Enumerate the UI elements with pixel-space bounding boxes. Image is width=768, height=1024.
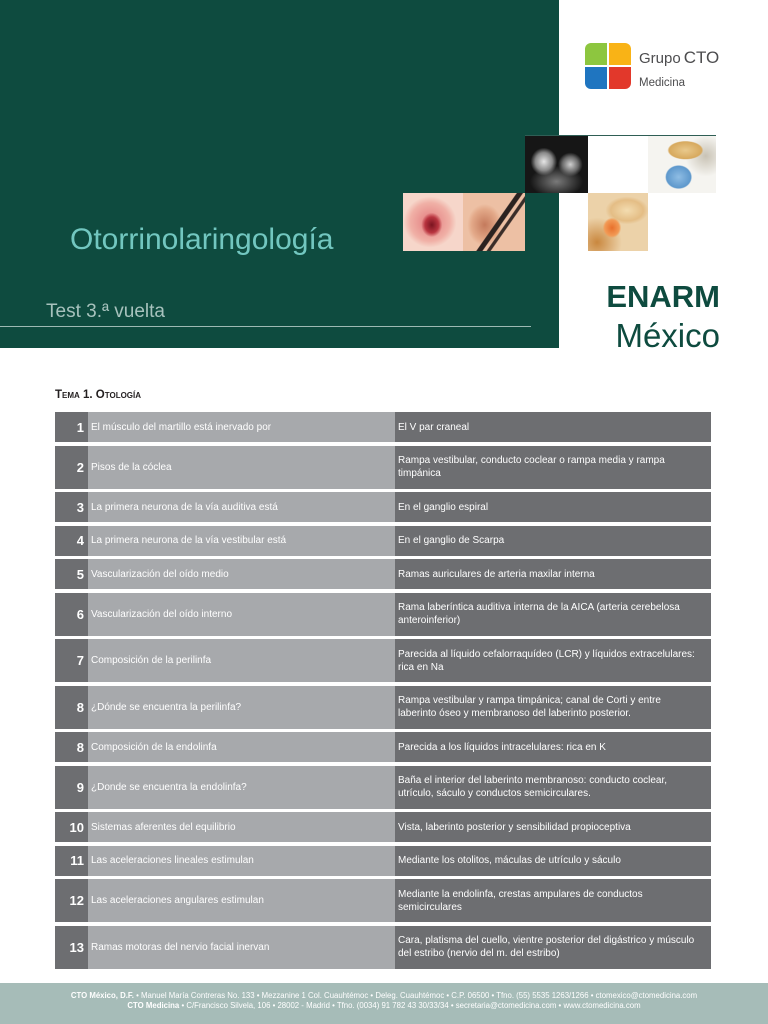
question-cell xyxy=(88,639,395,682)
ear-anatomy-diagram-image xyxy=(648,136,716,193)
ct-scan-image xyxy=(525,136,588,193)
footer-details-madrid: • C/Francisco Silvela, 106 • 28002 - Madrid • Tfno. (0034) 91 782 43 30/33/34 • secretaria@ctomedicina.com • www.ctomedicina.com xyxy=(181,1001,641,1010)
answer-cell xyxy=(395,526,711,556)
table-row xyxy=(55,526,711,556)
question-text: Pisos de la cóclea xyxy=(91,461,172,473)
answer-cell xyxy=(395,593,711,636)
answer-cell xyxy=(395,926,711,969)
row-number: 13 xyxy=(55,926,88,969)
question-cell xyxy=(88,686,395,729)
logo-square-green xyxy=(585,43,607,65)
question-cell xyxy=(88,526,395,556)
table-row xyxy=(55,686,711,729)
answer-text: Cara, platisma del cuello, vientre posterior del digástrico y músculo del estribo (nervio del m. del estribo) xyxy=(398,935,695,959)
question-text: Ramas motoras del nervio facial inervan xyxy=(91,941,270,953)
logo-square-red xyxy=(609,67,631,89)
answer-cell xyxy=(395,446,711,489)
question-cell xyxy=(88,492,395,522)
footer-details-mexico: • Manuel María Contreras No. 133 • Mezzanine 1 Col. Cuauhtémoc • Deleg. Cuauhtémoc • C.P. 06500 • Tfno. (55) 5535 1263/1266 • ctomexico@ctomedicina.com xyxy=(136,991,698,1000)
row-number: 3 xyxy=(55,492,88,522)
table-row xyxy=(55,812,711,842)
question-cell xyxy=(88,446,395,489)
answer-text: Rampa vestibular, conducto coclear o rampa media y rampa timpánica xyxy=(398,455,665,479)
question-text: Las aceleraciones lineales estimulan xyxy=(91,855,254,866)
answer-cell xyxy=(395,492,711,522)
answer-text: Mediante la endolinfa, crestas ampulares de conductos semicirculares xyxy=(398,888,643,913)
subtitle-divider xyxy=(0,326,531,327)
footer-address-mexico xyxy=(0,991,768,1001)
table-row xyxy=(55,412,711,442)
footer-org-mexico: CTO México, D.F. xyxy=(70,991,134,1000)
answer-cell xyxy=(395,846,711,876)
logo-group-text: Grupo xyxy=(639,50,681,67)
document-title: Otorrinolaringología xyxy=(70,223,334,256)
logo-square-yellow xyxy=(609,43,631,65)
page-footer xyxy=(0,983,768,1024)
answer-text: Parecida a los líquidos intracelulares: rica en K xyxy=(398,741,606,753)
cto-logo-icon xyxy=(585,43,632,89)
exam-country: México xyxy=(615,317,720,354)
table-row xyxy=(55,492,711,522)
table-row xyxy=(55,593,711,636)
header-panel xyxy=(0,0,559,348)
answer-text: En el ganglio de Scarpa xyxy=(398,535,505,546)
answer-cell xyxy=(395,732,711,762)
logo-division-text: Medicina xyxy=(639,77,686,89)
question-cell xyxy=(88,766,395,809)
question-cell xyxy=(88,879,395,922)
document-subtitle: Test 3.ª vuelta xyxy=(46,301,165,322)
footer-org-madrid: CTO Medicina xyxy=(127,1001,180,1010)
row-number: 1 xyxy=(55,412,88,442)
table-row xyxy=(55,846,711,876)
question-text: Composición de la perilinfa xyxy=(91,655,212,666)
oral-cavity-image xyxy=(403,193,463,251)
ear-examination-image xyxy=(463,193,525,251)
question-cell xyxy=(88,559,395,589)
answer-text: En el ganglio espiral xyxy=(398,501,489,513)
row-number: 2 xyxy=(55,446,88,489)
answer-cell xyxy=(395,639,711,682)
row-number: 6 xyxy=(55,593,88,636)
row-number: 7 xyxy=(55,639,88,682)
answer-text: El V par craneal xyxy=(398,421,470,433)
question-text: El músculo del martillo está inervado por xyxy=(91,421,272,433)
question-cell xyxy=(88,412,395,442)
table-row xyxy=(55,766,711,809)
question-text: Sistemas aferentes del equilibrio xyxy=(91,821,236,833)
question-text: Las aceleraciones angulares estimulan xyxy=(91,895,264,906)
logo-square-blue xyxy=(585,67,607,89)
inner-ear-anatomy-image xyxy=(588,193,648,251)
question-text: La primera neurona de la vía auditiva está xyxy=(91,501,278,513)
table-row xyxy=(55,446,711,489)
row-number: 5 xyxy=(55,559,88,589)
answer-cell xyxy=(395,412,711,442)
answer-cell xyxy=(395,766,711,809)
question-text: Vascularización del oído medio xyxy=(91,568,229,580)
row-number: 9 xyxy=(55,766,88,809)
question-text: ¿Donde se encuentra la endolinfa? xyxy=(91,781,247,793)
question-text: ¿Dónde se encuentra la perilinfa? xyxy=(91,701,242,713)
table-row xyxy=(55,639,711,682)
question-text: La primera neurona de la vía vestibular está xyxy=(91,535,287,546)
table-row xyxy=(55,926,711,969)
row-number: 12 xyxy=(55,879,88,922)
row-number: 10 xyxy=(55,812,88,842)
qa-table xyxy=(55,412,711,969)
table-row xyxy=(55,879,711,922)
answer-text: Mediante los otolitos, máculas de utrículo y sáculo xyxy=(398,855,621,866)
exam-name: ENARM xyxy=(606,279,720,314)
question-cell xyxy=(88,926,395,969)
answer-cell xyxy=(395,686,711,729)
answer-text: Vista, laberinto posterior y sensibilidad propioceptiva xyxy=(398,821,631,833)
answer-cell xyxy=(395,879,711,922)
table-row xyxy=(55,732,711,762)
question-cell xyxy=(88,846,395,876)
question-text: Vascularización del oído interno xyxy=(91,608,233,620)
question-text: Composición de la endolinfa xyxy=(91,741,217,753)
logo-brand-text: CTO xyxy=(683,48,720,67)
logo-name xyxy=(639,47,719,70)
footer-address-madrid xyxy=(0,1001,768,1011)
answer-text: Rampa vestibular y rampa timpánica; canal de Corti y entre laberinto óseo y membranoso del laberinto posterior. xyxy=(398,695,661,719)
answer-text: Ramas auriculares de arteria maxilar interna xyxy=(398,568,595,580)
section-title: Tema 1. Otología xyxy=(55,389,142,401)
answer-text: Baña el interior del laberinto membranoso: conducto coclear, utrículo, sáculo y conductos semicirculares. xyxy=(398,775,668,799)
question-cell xyxy=(88,732,395,762)
row-number: 4 xyxy=(55,526,88,556)
question-cell xyxy=(88,593,395,636)
row-number: 8 xyxy=(55,686,88,729)
row-number: 11 xyxy=(55,846,88,876)
answer-cell xyxy=(395,559,711,589)
answer-text: Parecida al líquido cefalorraquídeo (LCR) y líquidos extracelulares: rica en Na xyxy=(398,648,695,673)
table-row xyxy=(55,559,711,589)
question-cell xyxy=(88,812,395,842)
answer-text: Rama laberíntica auditiva interna de la AICA (arteria cerebelosa anteroinferior) xyxy=(398,602,680,626)
row-number: 8 xyxy=(55,732,88,762)
answer-cell xyxy=(395,812,711,842)
